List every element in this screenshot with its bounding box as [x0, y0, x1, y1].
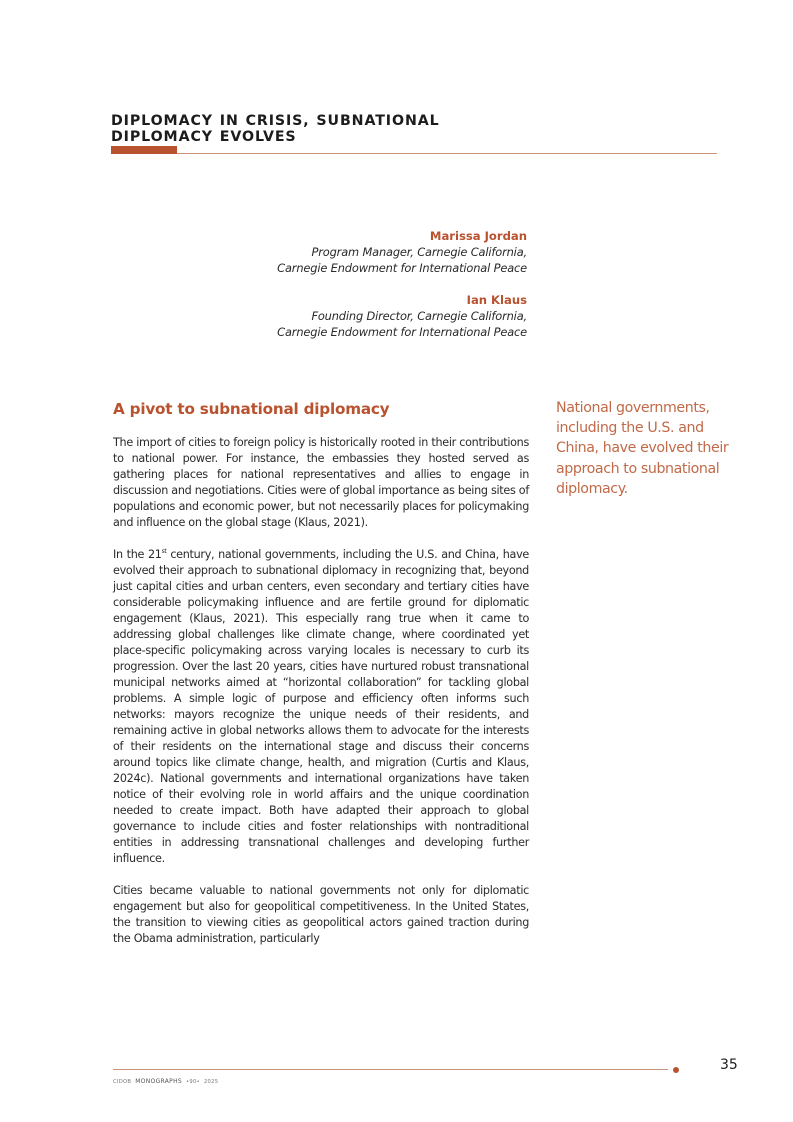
footer-publication: MONOGRAPHS: [135, 1078, 183, 1085]
paragraph: [113, 547, 529, 867]
section-header: [111, 113, 717, 145]
paragraph: Cities became valuable to national governments not only for diplomatic engagement but also for geopolitical competitiveness. In the United States, the transition to viewing cities as geopolitical actors gained traction during the Obama administration, particularly: [113, 884, 529, 945]
author-list: [260, 229, 527, 357]
footer-credit: [113, 1078, 222, 1085]
author-block: [260, 229, 527, 276]
article-body: [113, 399, 529, 963]
author-affiliation: Carnegie Endowment for International Peace: [277, 325, 527, 339]
paragraph-text: century, national governments, including the U.S. and China, have evolved their approach to subnational diplomacy in recognizing that, beyond just capital cities and urban centers, even secondary and tertiary cities have considerable policymaking influence and are fertile ground for diplomatic engagement (Klaus, 2021). This especially rang true when it came to addressing global challenges like climate change, where coordinated yet place-specific policymaking across varying locales is necessary to curb its progression. Over the last 20 years, cities have nurtured robust transnational municipal networks aimed at “horizontal collaboration” for tackling global problems. A simple logic of purpose and efficiency often informs such networks: mayors recognize the unique needs of their residents, and remaining active in global networks allows them to advocate for the interests of their residents on the international stage and discuss their concerns around topics like climate change, health, and migration (Curtis and Klaus, 2024c). National governments and international organizations have taken notice of their evolving role in world affairs and the unique coordination needed to create impact. Both have adapted their approach to global governance to include cities and foster relationships with nontraditional entities in addressing transnational challenges and developing further influence.: [113, 548, 529, 865]
footer-year: 2025: [203, 1079, 219, 1085]
ordinal-suffix: st: [161, 548, 167, 555]
article-subheading: A pivot to subnational diplomacy: [113, 400, 390, 418]
footer-dot-icon: [673, 1067, 679, 1073]
footer-issue: •90•: [186, 1079, 200, 1085]
page-number: 35: [720, 1057, 738, 1073]
author-affiliation: Carnegie Endowment for International Peace: [277, 261, 527, 275]
footer-rule: [113, 1069, 668, 1070]
paragraph-text: In the 21: [113, 548, 162, 561]
author-name: Ian Klaus: [466, 293, 527, 307]
section-title: DIPLOMACY IN CRISIS, SUBNATIONAL DIPLOMACY EVOLVES: [111, 113, 440, 145]
author-block: [260, 293, 527, 340]
section-accent-bar: [111, 146, 177, 154]
paragraph: The import of cities to foreign policy is historically rooted in their contributions to national power. For instance, the embassies they hosted served as gathering places for national representatives and allies to engage in discussion and negotiations. Cities were of global importance as being sites of populations and economic power, but not necessarily places for policymaking and influence on the global stage (Klaus, 2021).: [113, 436, 529, 529]
section-rule: [111, 153, 717, 154]
pull-quote: National governments, including the U.S. and China, have evolved their approach to subnational diplomacy.: [556, 400, 729, 497]
author-name: Marissa Jordan: [429, 229, 527, 243]
author-role: Program Manager, Carnegie California,: [311, 245, 527, 259]
footer-org: CIDOB: [113, 1079, 132, 1085]
author-role: Founding Director, Carnegie California,: [311, 309, 527, 323]
